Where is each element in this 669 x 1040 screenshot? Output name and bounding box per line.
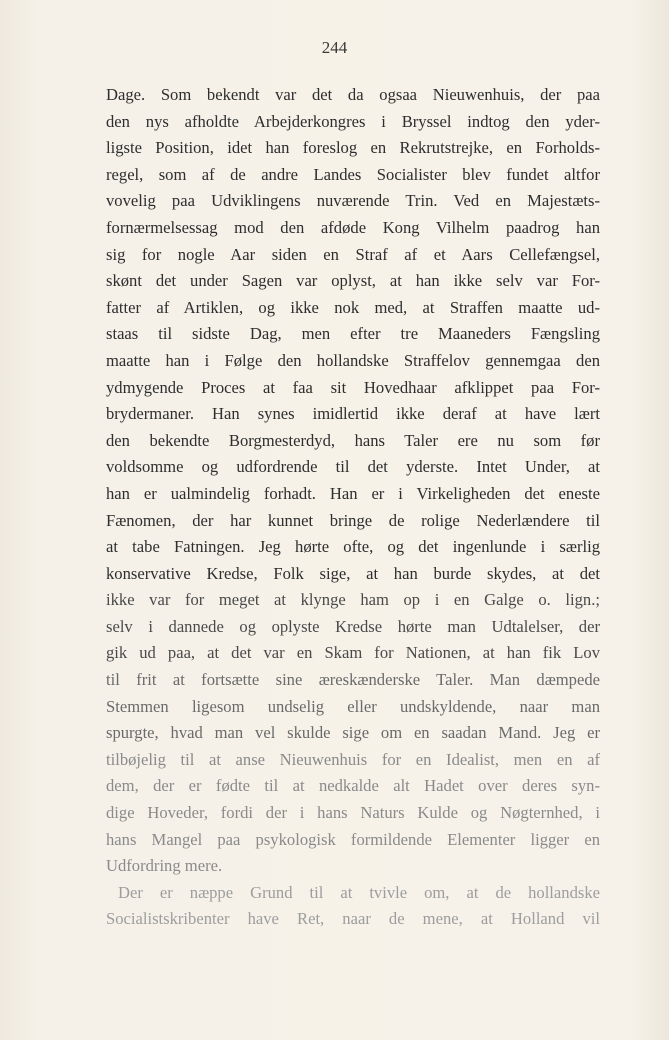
text-line: ikke var for meget at klynge ham op i en Galge o. lign.; xyxy=(106,590,600,610)
text-line: brydermaner. Han synes imidlertid ikke deraf at have lært xyxy=(106,404,600,424)
text-line: fatter af Artiklen, og ikke nok med, at Straffen maatte ud- xyxy=(106,297,600,317)
text-line: Socialistskribenter have Ret, naar de mene, at Holland vil xyxy=(106,909,600,929)
page-number: 244 xyxy=(321,38,348,57)
text-line: Der er næppe Grund til at tvivle om, at de hollandske xyxy=(118,882,600,902)
text-line: hans Mangel paa psykologisk formildende Elementer ligger en xyxy=(106,829,600,849)
text-line: han er ualmindelig forhadt. Han er i Virkeligheden det eneste xyxy=(106,483,600,503)
text-line: konservative Kredse, Folk sige, at han burde skydes, at det xyxy=(106,563,600,583)
text-line: ligste Position, idet han foreslog en Rekrutstrejke, en Forholds- xyxy=(106,138,600,158)
text-line: dige Hoveder, fordi der i hans Naturs Kulde og Nøgternhed, i xyxy=(106,803,600,823)
text-line: at tabe Fatningen. Jeg hørte ofte, og det ingenlunde i særlig xyxy=(106,537,600,557)
text-line: sig for nogle Aar siden en Straf af et Aars Cellefængsel, xyxy=(106,244,600,264)
text-line: voldsomme og udfordrende til det yderste. Intet Under, at xyxy=(106,457,600,477)
text-line: fornærmelsessag mod den afdøde Kong Vilhelm paadrog han xyxy=(106,217,600,237)
text-line: Dage. Som bekendt var det da ogsaa Nieuwenhuis, der paa xyxy=(106,85,600,104)
text-line: regel, som af de andre Landes Socialister blev fundet altfor xyxy=(106,164,600,184)
text-line: selv i dannede og oplyste Kredse hørte man Udtalelser, der xyxy=(106,616,600,636)
text-line: den bekendte Borgmesterdyd, hans Taler ere nu som før xyxy=(106,430,600,450)
text-line: gik ud paa, at det var en Skam for Nationen, at han fik Lov xyxy=(106,643,600,663)
text-line: ydmygende Proces at faa sit Hovedhaar afklippet paa For- xyxy=(106,377,600,397)
text-line: staas til sidste Dag, men efter tre Maaneders Fængsling xyxy=(106,324,600,344)
text-line: skønt det under Sagen var oplyst, at han ikke selv var For- xyxy=(106,271,600,291)
text-line: maatte han i Følge den hollandske Straffelov gennemgaa den xyxy=(106,350,600,370)
text-line: vovelig paa Udviklingens nuværende Trin. Ved en Majestæts- xyxy=(106,191,600,211)
text-line: til frit at fortsætte sine æreskænderske Taler. Man dæmpede xyxy=(106,670,600,690)
body-text xyxy=(106,82,600,933)
text-line: Udfordring mere. xyxy=(106,856,223,876)
text-line: spurgte, hvad man vel skulde sige om en saadan Mand. Jeg er xyxy=(106,723,600,743)
text-line: Fænomen, der har kunnet bringe de rolige Nederlændere til xyxy=(106,510,600,530)
text-line: den nys afholdte Arbejderkongres i Bryssel indtog den yder- xyxy=(106,111,600,131)
text-line: dem, der er fødte til at nedkalde alt Hadet over deres syn- xyxy=(106,776,600,796)
text-line: tilbøjelig til at anse Nieuwenhuis for en Idealist, men en af xyxy=(106,749,600,769)
text-line: Stemmen ligesom undselig eller undskyldende, naar man xyxy=(106,696,600,716)
